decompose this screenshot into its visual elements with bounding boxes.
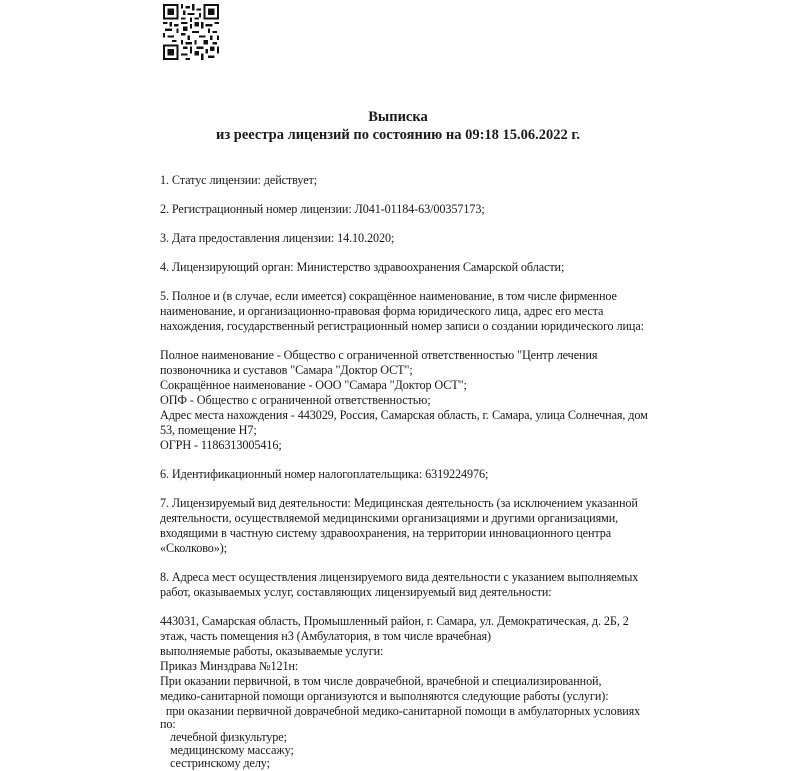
registration-number: 2. Регистрационный номер лицензии: Л041-01184-63/00357173; (160, 202, 485, 216)
org-line: Сокращённое наименование - ООО "Самара "Доктор ОСТ"; (160, 378, 467, 392)
service-item: сестринскому делу; (170, 756, 270, 770)
org-line: позвоночника и суставов "Самара "Доктор ОСТ"; (160, 363, 413, 377)
document-title: Выписка (368, 109, 428, 125)
item7-line: деятельности, осуществляемой медицинскими организациями и другими организациями, (160, 511, 619, 525)
service-item: медицинскому массажу; (170, 743, 294, 757)
address-line: медико-санитарной помощи организуются и выполняются следующие работы (услуги): (160, 689, 609, 703)
address-line: по: (160, 717, 176, 731)
document-subtitle: из реестра лицензий по состоянию на 09:18 15.06.2022 г. (215, 127, 581, 143)
item5-line: нахождения, государственный регистрационный номер записи о создании юридического лица: (160, 319, 644, 333)
taxpayer-number: 6. Идентификационный номер налогоплательщика: 6319224976; (160, 467, 489, 481)
address-line: 443031, Самарская область, Промышленный район, г. Самара, ул. Демократическая, д. 2Б, 2 (160, 614, 629, 628)
item8-line: 8. Адреса мест осуществления лицензируемого вида деятельности с указанием выполняемых (160, 570, 639, 584)
address-line: Приказ Минздрава №121н: (160, 659, 299, 673)
item8-line: работ, оказываемых услуг, составляющих лицензируемый вид деятельности: (160, 585, 552, 599)
org-line: 53, помещение Н7; (160, 423, 257, 437)
org-line: Адрес места нахождения - 443029, Россия, Самарская область, г. Самара, улица Солнечная, дом (160, 408, 648, 422)
address-line: при оказании первичной доврачебной медико-санитарной помощи в амбулаторных условиях (160, 704, 641, 718)
licensing-authority: 4. Лицензирующий орган: Министерство здравоохранения Самарской области; (160, 260, 565, 274)
service-item: лечебной физкультуре; (170, 730, 287, 744)
item5-line: наименование, и организационно-правовая форма юридического лица, адрес его места (160, 304, 604, 318)
org-line: ОПФ - Общество с ограниченной ответственностью; (160, 393, 431, 407)
item7-line: «Сколково»); (160, 541, 228, 555)
address-line: этаж, часть помещения н3 (Амбулатория, в том числе врачебная) (160, 629, 491, 643)
item7-line: входящими в частную систему здравоохранения, на территории инновационного центра (160, 526, 612, 540)
address-line: При оказании первичной, в том числе доврачебной, врачебной и специализированной, (160, 674, 602, 688)
license-status: 1. Статус лицензии: действует; (160, 173, 318, 187)
item7-line: 7. Лицензируемый вид деятельности: Медицинская деятельность (за исключением указанной (160, 496, 638, 510)
item5-line: 5. Полное и (в случае, если имеется) сокращённое наименование, в том числе фирменное (160, 289, 617, 303)
org-line: Полное наименование - Общество с ограниченной ответственностью "Центр лечения (160, 348, 598, 362)
address-line: выполняемые работы, оказываемые услуги: (160, 644, 384, 658)
qr-code-icon (163, 4, 219, 60)
issue-date: 3. Дата предоставления лицензии: 14.10.2020; (160, 231, 395, 245)
org-line: ОГРН - 1186313005416; (160, 438, 282, 452)
